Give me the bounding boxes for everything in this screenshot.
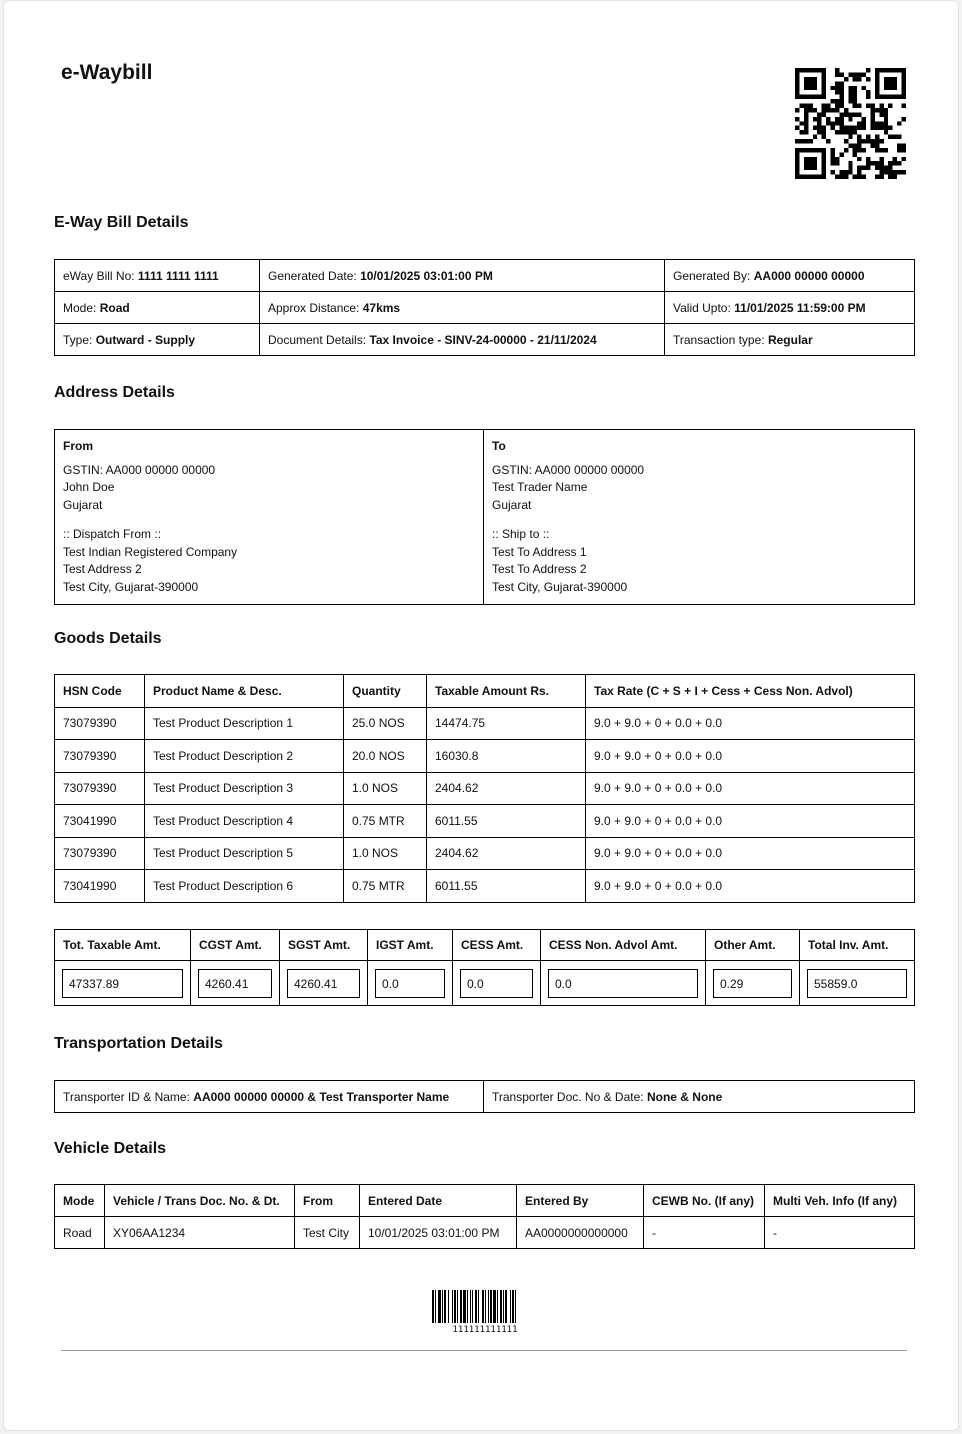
- dispatch-line-2: Test Address 2: [63, 562, 142, 576]
- transporter-doc: Transporter Doc. No & Date: None & None: [484, 1081, 915, 1113]
- cess-non-advol-value: 0.0: [548, 969, 698, 998]
- address-from: [55, 430, 484, 605]
- table-row: [55, 870, 915, 903]
- taxrate-cell: 9.0 + 9.0 + 0 + 0.0 + 0.0: [586, 707, 915, 740]
- sgst-value: 4260.41: [287, 969, 360, 998]
- section-goods-heading: Goods Details: [54, 630, 162, 647]
- vehicle-col-from: From: [295, 1185, 360, 1217]
- vehicle-col-mode: Mode: [55, 1185, 105, 1217]
- goods-col-taxable: Taxable Amount Rs.: [427, 675, 586, 708]
- generated-by: Generated By: AA000 00000 00000: [665, 260, 915, 292]
- product-cell: Test Product Description 1: [145, 707, 344, 740]
- taxable-cell: 6011.55: [427, 870, 586, 903]
- section-vehicle-heading: Vehicle Details: [54, 1140, 167, 1157]
- section-transport-heading: Transportation Details: [54, 1035, 223, 1052]
- section-ewb-heading: E-Way Bill Details: [54, 214, 189, 231]
- taxable-cell: 16030.8: [427, 740, 586, 773]
- from-state: Gujarat: [63, 497, 103, 512]
- bill-no: eWay Bill No: 1111 1111 1111: [55, 260, 260, 292]
- other-amt-label: Other Amt.: [706, 930, 800, 961]
- hsn-cell: 73041990: [55, 870, 145, 903]
- to-name: Test Trader Name: [492, 480, 588, 494]
- goods-table: [54, 674, 915, 903]
- mode: Mode: Road: [55, 292, 260, 324]
- to-heading: To: [492, 439, 506, 453]
- goods-col-product: Product Name & Desc.: [145, 675, 344, 708]
- hsn-cell: 73079390: [55, 740, 145, 773]
- transporter-id-name: Transporter ID & Name: AA000 00000 00000 & Test Transporter Name: [55, 1081, 484, 1113]
- vehicle-table: [54, 1184, 915, 1249]
- taxrate-cell: 9.0 + 9.0 + 0 + 0.0 + 0.0: [586, 740, 915, 773]
- totals-header-row: [55, 930, 915, 961]
- hsn-cell: 73079390: [55, 772, 145, 805]
- taxrate-cell: 9.0 + 9.0 + 0 + 0.0 + 0.0: [586, 837, 915, 870]
- igst-value: 0.0: [375, 969, 445, 998]
- vehicle-col-entered-by: Entered By: [517, 1185, 644, 1217]
- taxable-cell: 6011.55: [427, 805, 586, 838]
- taxrate-cell: 9.0 + 9.0 + 0 + 0.0 + 0.0: [586, 805, 915, 838]
- valid-upto: Valid Upto: 11/01/2025 11:59:00 PM: [665, 292, 915, 324]
- taxable-cell: 2404.62: [427, 772, 586, 805]
- cess-label: CESS Amt.: [453, 930, 541, 961]
- total-taxable-label: Tot. Taxable Amt.: [55, 930, 191, 961]
- cgst-label: CGST Amt.: [191, 930, 280, 961]
- ship-to-heading: :: Ship to ::: [492, 527, 550, 541]
- total-taxable-value: 47337.89: [62, 969, 183, 998]
- table-row: [55, 805, 915, 838]
- dispatch-from-heading: :: Dispatch From ::: [63, 527, 162, 541]
- generated-date: Generated Date: 10/01/2025 03:01:00 PM: [260, 260, 665, 292]
- footer-divider: [61, 1350, 907, 1351]
- from-name: John Doe: [63, 480, 115, 494]
- product-cell: Test Product Description 2: [145, 740, 344, 773]
- table-row: [55, 772, 915, 805]
- product-cell: Test Product Description 3: [145, 772, 344, 805]
- vehicle-entered-by: AA0000000000000: [517, 1217, 644, 1249]
- quantity-cell: 0.75 MTR: [344, 805, 427, 838]
- from-heading: From: [63, 439, 93, 453]
- page-title: e-Waybill: [61, 61, 153, 84]
- igst-label: IGST Amt.: [368, 930, 453, 961]
- hsn-cell: 73041990: [55, 805, 145, 838]
- hsn-cell: 73079390: [55, 837, 145, 870]
- quantity-cell: 20.0 NOS: [344, 740, 427, 773]
- transaction-type: Transaction type: Regular: [665, 324, 915, 356]
- quantity-cell: 25.0 NOS: [344, 707, 427, 740]
- table-row: [55, 707, 915, 740]
- quantity-cell: 0.75 MTR: [344, 870, 427, 903]
- ship-line-3: Test City, Gujarat-390000: [492, 579, 628, 594]
- to-gstin: GSTIN: AA000 00000 00000: [492, 462, 645, 477]
- vehicle-mode: Road: [55, 1217, 105, 1249]
- approx-distance: Approx Distance: 47kms: [260, 292, 665, 324]
- barcode-number: 111111111111: [452, 1325, 518, 1335]
- barcode: [432, 1290, 538, 1323]
- other-amt-value: 0.29: [713, 969, 792, 998]
- vehicle-cewb: -: [644, 1217, 765, 1249]
- ewaybill-page: [3, 0, 959, 1431]
- vehicle-col-entered-date: Entered Date: [360, 1185, 517, 1217]
- goods-col-taxrate: Tax Rate (C + S + I + Cess + Cess Non. Advol): [586, 675, 915, 708]
- qr-code: [794, 68, 907, 179]
- goods-col-hsn: HSN Code: [55, 675, 145, 708]
- taxrate-cell: 9.0 + 9.0 + 0 + 0.0 + 0.0: [586, 870, 915, 903]
- goods-col-quantity: Quantity: [344, 675, 427, 708]
- ship-line-2: Test To Address 2: [492, 562, 587, 576]
- quantity-cell: 1.0 NOS: [344, 772, 427, 805]
- goods-header-row: [55, 675, 915, 708]
- total-inv-label: Total Inv. Amt.: [800, 930, 915, 961]
- section-address-heading: Address Details: [54, 384, 175, 401]
- totals-value-row: [55, 961, 915, 1006]
- dispatch-line-1: Test Indian Registered Company: [63, 544, 238, 559]
- vehicle-entered-date: 10/01/2025 03:01:00 PM: [360, 1217, 517, 1249]
- vehicle-multi: -: [765, 1217, 915, 1249]
- vehicle-col-cewb: CEWB No. (If any): [644, 1185, 765, 1217]
- product-cell: Test Product Description 6: [145, 870, 344, 903]
- vehicle-col-multi: Multi Veh. Info (If any): [765, 1185, 915, 1217]
- to-state: Gujarat: [492, 497, 532, 512]
- ewb-details-table: [54, 259, 915, 356]
- total-inv-value: 55859.0: [807, 969, 907, 998]
- table-row: [55, 740, 915, 773]
- cess-value: 0.0: [460, 969, 533, 998]
- table-row: [55, 837, 915, 870]
- table-row: [55, 1217, 915, 1249]
- taxable-cell: 14474.75: [427, 707, 586, 740]
- product-cell: Test Product Description 5: [145, 837, 344, 870]
- document-details: Document Details: Tax Invoice - SINV-24-00000 - 21/11/2024: [260, 324, 665, 356]
- vehicle-header-row: [55, 1185, 915, 1217]
- taxrate-cell: 9.0 + 9.0 + 0 + 0.0 + 0.0: [586, 772, 915, 805]
- product-cell: Test Product Description 4: [145, 805, 344, 838]
- quantity-cell: 1.0 NOS: [344, 837, 427, 870]
- taxable-cell: 2404.62: [427, 837, 586, 870]
- cgst-value: 4260.41: [198, 969, 272, 998]
- hsn-cell: 73079390: [55, 707, 145, 740]
- vehicle-number: XY06AA1234: [105, 1217, 295, 1249]
- vehicle-col-number: Vehicle / Trans Doc. No. & Dt.: [105, 1185, 295, 1217]
- address-to: [484, 430, 915, 605]
- totals-table: [54, 929, 915, 1006]
- type: Type: Outward - Supply: [55, 324, 260, 356]
- transport-table: [54, 1080, 915, 1113]
- sgst-label: SGST Amt.: [280, 930, 368, 961]
- vehicle-from: Test City: [295, 1217, 360, 1249]
- from-gstin: GSTIN: AA000 00000 00000: [63, 462, 216, 477]
- ship-line-1: Test To Address 1: [492, 544, 587, 559]
- cess-non-advol-label: CESS Non. Advol Amt.: [541, 930, 706, 961]
- dispatch-line-3: Test City, Gujarat-390000: [63, 579, 199, 594]
- address-table: [54, 429, 915, 605]
